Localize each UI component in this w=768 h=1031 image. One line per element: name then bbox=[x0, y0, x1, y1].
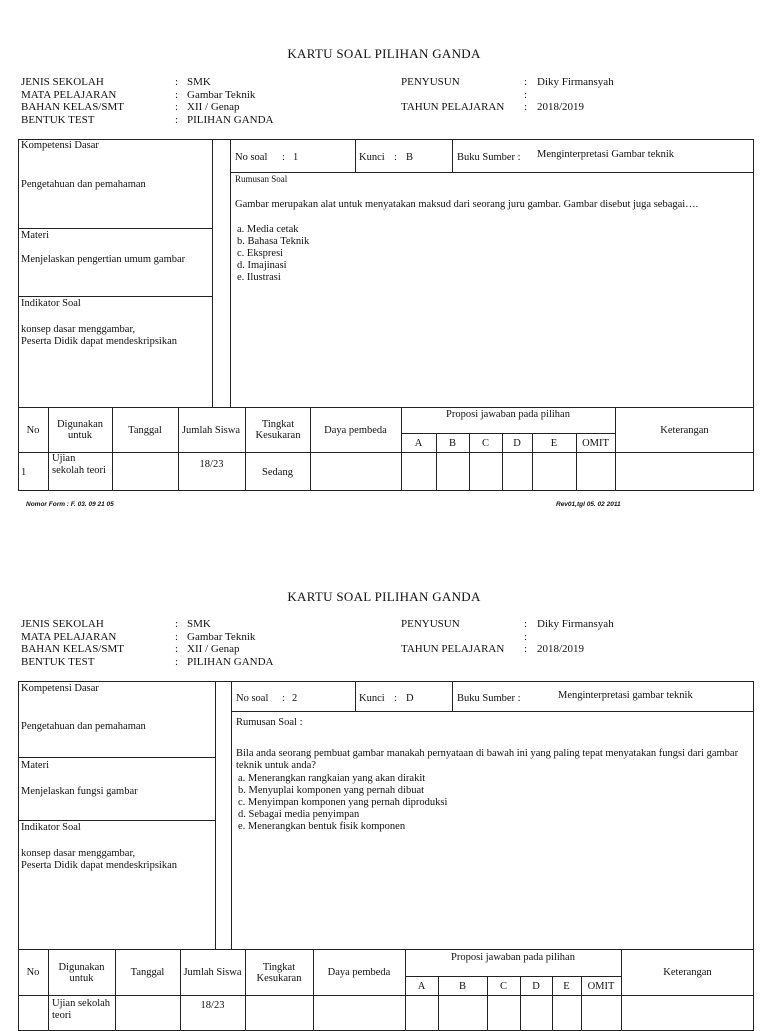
label-tahun-pelajaran: TAHUN PELAJARAN bbox=[401, 643, 505, 655]
kd-text: Pengetahuan dan pemahaman bbox=[21, 179, 146, 190]
label-mata-pelajaran: MATA PELAJARAN bbox=[21, 88, 117, 101]
value-jenis-sekolah: SMK bbox=[187, 76, 211, 88]
card-title: KARTU SOAL PILIHAN GANDA bbox=[287, 46, 481, 61]
th-no: No bbox=[26, 967, 40, 978]
question-card-1: KARTU SOAL PILIHAN GANDA JENIS SEKOLAH MATA PELAJARAN BAHAN KELAS/SMT BENTUK TEST : : : : SMK Gambar Teknik XII / Genap PILIHAN GANDA PENYUSUN TAHUN PELAJARAN : : : Diky Firmansyah 2018/2019 Kompetensi Dasar Pengetahuan dan pemahaman Materi Menjelaskan pengertian umum gambar Indikator Soal konsep dasar menggambar, Peserta Didik dapat mendeskripsikan No soal : 1 Kunci : B Buku Sumber : Menginterpretasi Gambar teknik Rumusan Soal Gambar merupakan alat untuk menyatakan maksud dari seorang juru gambar. Gambar disebut juga sebagai…. a. Media cetak b. Bahasa Teknik c. Ekspresi d. Imajinasi e. Ilustrasi No Digunakan untuk Tanggal Jumlah Siswa Tingkat Kesukaran Daya pembeda Proposi jawaban pada pilihan Keterangan A B C D E OMIT 1 Ujian sekolah teori 18/23 Sedang Nomor Form : F. 03. 09 21 05 Rev01,tgl 05. 02 2011 bbox=[0, 0, 768, 520]
option-a: a. Media cetak bbox=[237, 224, 299, 235]
value-bahan-kelas: XII / Genap bbox=[187, 101, 240, 113]
value-blank bbox=[537, 631, 614, 644]
nosoal-value: 1 bbox=[293, 152, 299, 163]
header-right-colons: : : : bbox=[524, 76, 528, 113]
indikator-line: konsep dasar menggambar, bbox=[21, 324, 136, 335]
header-right-labels bbox=[401, 618, 504, 656]
header-right-values bbox=[537, 618, 614, 656]
th-tingkat: Tingkat Kesukaran bbox=[256, 961, 302, 984]
option-b: b. Menyuplai komponen yang pernah dibuat bbox=[238, 785, 425, 796]
value-bentuk-test: PILIHAN GANDA bbox=[187, 655, 274, 668]
th-choice-e: E bbox=[550, 437, 558, 449]
option-c: c. Ekspresi bbox=[237, 248, 284, 259]
th-choice-c: C bbox=[499, 980, 507, 992]
row-digunakan: Ujian sekolah teori bbox=[52, 998, 111, 1021]
rumusan-label: Rumusan Soal : bbox=[236, 717, 303, 728]
th-choice-omit: OMIT bbox=[582, 437, 609, 449]
card-title: KARTU SOAL PILIHAN GANDA bbox=[287, 589, 481, 604]
row-digunakan: Ujian sekolah teori bbox=[52, 453, 106, 476]
indikator-text bbox=[21, 848, 177, 872]
th-tanggal: Tanggal bbox=[128, 424, 162, 436]
label-penyusun: PENYUSUN bbox=[401, 618, 460, 630]
th-daya: Daya pembeda bbox=[324, 424, 387, 436]
th-choice-d: D bbox=[532, 980, 540, 992]
header-left-values bbox=[187, 618, 273, 668]
kunci-label: Kunci bbox=[359, 152, 385, 163]
question-text: Bila anda seorang pembuat gambar manakah pernyataan di bawah ini yang paling tepat menyatakan fungsi dari gambar teknik untuk anda? bbox=[236, 748, 739, 771]
label-bahan-kelas: BAHAN KELAS/SMT bbox=[21, 101, 124, 113]
th-choice-e: E bbox=[563, 980, 570, 992]
header-right-colons: : : : bbox=[524, 618, 528, 655]
label-blank bbox=[401, 631, 504, 644]
option-e: e. Menerangkan bentuk fisik komponen bbox=[238, 821, 406, 832]
th-jumlah: Jumlah Siswa bbox=[183, 967, 242, 978]
th-choice-d: D bbox=[513, 437, 521, 449]
option-b: b. Bahasa Teknik bbox=[237, 236, 310, 247]
row-jumlah: 18/23 bbox=[200, 999, 225, 1011]
label-bahan-kelas: BAHAN KELAS/SMT bbox=[21, 643, 124, 655]
option-d: d. Sebagai media penyimpan bbox=[238, 809, 360, 820]
value-mata-pelajaran: Gambar Teknik bbox=[187, 88, 256, 101]
label-bentuk-test: BENTUK TEST bbox=[21, 655, 95, 668]
indikator-label: Indikator Soal bbox=[21, 822, 81, 833]
th-no: No bbox=[26, 424, 40, 436]
value-penyusun: Diky Firmansyah bbox=[537, 618, 614, 630]
label-jenis-sekolah: JENIS SEKOLAH bbox=[21, 618, 104, 630]
th-keterangan: Keterangan bbox=[660, 424, 709, 436]
row-no: 1 bbox=[21, 466, 27, 478]
indikator-line: Peserta Didik dapat mendeskripsikan bbox=[21, 860, 178, 871]
kd-label: Kompetensi Dasar bbox=[21, 683, 99, 694]
buku-label: Buku Sumber : bbox=[457, 693, 521, 704]
indikator-label: Indikator Soal bbox=[21, 298, 81, 309]
footer-revision: Rev01,tgl 05. 02 2011 bbox=[556, 501, 621, 508]
indikator-line: konsep dasar menggambar, bbox=[21, 848, 136, 859]
th-tanggal: Tanggal bbox=[130, 967, 165, 978]
question-card-2: KARTU SOAL PILIHAN GANDA JENIS SEKOLAH MATA PELAJARAN BAHAN KELAS/SMT BENTUK TEST : : : : SMK Gambar Teknik XII / Genap PILIHAN GANDA PENYUSUN TAHUN PELAJARAN : : : Diky Firmansyah 2018/2019 Kompetensi Dasar Pengetahuan dan pemahaman Materi Menjelaskan fungsi gambar Indikator Soal konsep dasar menggambar, Peserta Didik dapat mendeskripsikan No soal : 2 Kunci : D Buku Sumber : Menginterpretasi gambar teknik Rumusan Soal : Bila anda seorang pembuat gambar manakah pernyataan di bawah ini yang paling tepat menyatakan fungsi dari gambar teknik untuk anda? a. Menerangkan rangkaian yang akan dirakit b. Menyuplai komponen yang pernah dibuat c. Menyimpan komponen yang pernah diproduksi d. Sebagai media penyimpan e. Menerangkan bentuk fisik komponen No Digunakan untuk Tanggal Jumlah Siswa Tingkat Kesukaran Daya pembeda Proposi jawaban pada pilihan Keterangan A B C D E OMIT Ujian sekolah teori 18/23 bbox=[0, 0, 768, 1024]
option-a: a. Menerangkan rangkaian yang akan dirakit bbox=[238, 773, 426, 784]
th-choice-a: A bbox=[414, 437, 423, 449]
nosoal-label: No soal bbox=[236, 693, 269, 704]
question-text: Gambar merupakan alat untuk menyatakan maksud dari seorang juru gambar. Gambar disebut juga sebagai…. bbox=[235, 199, 699, 210]
kd-text: Pengetahuan dan pemahaman bbox=[21, 721, 146, 732]
value-jenis-sekolah: SMK bbox=[187, 618, 211, 630]
label-penyusun: PENYUSUN bbox=[401, 76, 460, 88]
buku-value: Menginterpretasi Gambar teknik bbox=[537, 149, 675, 160]
header-left-colons: : : : : bbox=[175, 618, 179, 668]
indikator-line: Peserta Didik dapat mendeskripsikan bbox=[21, 336, 178, 347]
kd-label: Kompetensi Dasar bbox=[21, 140, 99, 151]
footer-form-number: Nomor Form : F. 03. 09 21 05 bbox=[26, 501, 114, 508]
buku-label: Buku Sumber : bbox=[457, 152, 521, 163]
th-digunakan: Digunakan untuk bbox=[58, 961, 105, 984]
th-jumlah: Jumlah Siswa bbox=[181, 424, 241, 436]
label-mata-pelajaran: MATA PELAJARAN bbox=[21, 630, 117, 643]
th-digunakan: Digunakan untuk bbox=[56, 419, 104, 441]
row-jumlah: 18/23 bbox=[199, 458, 224, 470]
nosoal-value: 2 bbox=[292, 693, 298, 704]
value-penyusun: Diky Firmansyah bbox=[537, 76, 614, 88]
th-keterangan: Keterangan bbox=[663, 967, 712, 978]
kunci-label: Kunci bbox=[359, 693, 385, 704]
th-choice-omit: OMIT bbox=[587, 980, 615, 992]
kunci-value: D bbox=[406, 693, 414, 704]
materi-label: Materi bbox=[21, 760, 49, 771]
options-list bbox=[238, 773, 447, 833]
buku-value: Menginterpretasi gambar teknik bbox=[558, 690, 693, 701]
option-c: c. Menyimpan komponen yang pernah diproduksi bbox=[238, 797, 448, 808]
value-bahan-kelas: XII / Genap bbox=[187, 643, 240, 655]
nosoal-label: No soal bbox=[235, 152, 268, 163]
value-tahun-pelajaran: 2018/2019 bbox=[537, 101, 585, 113]
th-choice-b: B bbox=[458, 980, 466, 992]
th-proposi: Proposi jawaban pada pilihan bbox=[451, 951, 575, 963]
label-bentuk-test: BENTUK TEST bbox=[21, 113, 95, 126]
option-e: e. Ilustrasi bbox=[237, 272, 281, 283]
value-bentuk-test: PILIHAN GANDA bbox=[187, 113, 274, 126]
value-tahun-pelajaran: 2018/2019 bbox=[537, 643, 585, 655]
option-d: d. Imajinasi bbox=[237, 260, 287, 271]
th-choice-c: C bbox=[481, 437, 489, 449]
header-left-labels bbox=[21, 618, 124, 668]
kunci-value: B bbox=[406, 152, 414, 163]
materi-label: Materi bbox=[21, 230, 49, 241]
rumusan-label: Rumusan Soal bbox=[235, 174, 288, 184]
row-tingkat: Sedang bbox=[262, 466, 293, 478]
th-choice-a: A bbox=[417, 980, 426, 992]
materi-text: Menjelaskan pengertian umum gambar bbox=[21, 254, 186, 265]
th-proposi: Proposi jawaban pada pilihan bbox=[446, 408, 570, 420]
label-jenis-sekolah: JENIS SEKOLAH bbox=[21, 76, 104, 88]
th-tingkat: Tingkat Kesukaran bbox=[255, 419, 301, 441]
materi-text: Menjelaskan fungsi gambar bbox=[21, 786, 138, 797]
value-mata-pelajaran: Gambar Teknik bbox=[187, 630, 256, 643]
th-choice-b: B bbox=[448, 437, 456, 449]
th-daya: Daya pembeda bbox=[327, 967, 391, 978]
header-left-colons: : : : : bbox=[175, 76, 179, 126]
label-tahun-pelajaran: TAHUN PELAJARAN bbox=[401, 101, 505, 113]
